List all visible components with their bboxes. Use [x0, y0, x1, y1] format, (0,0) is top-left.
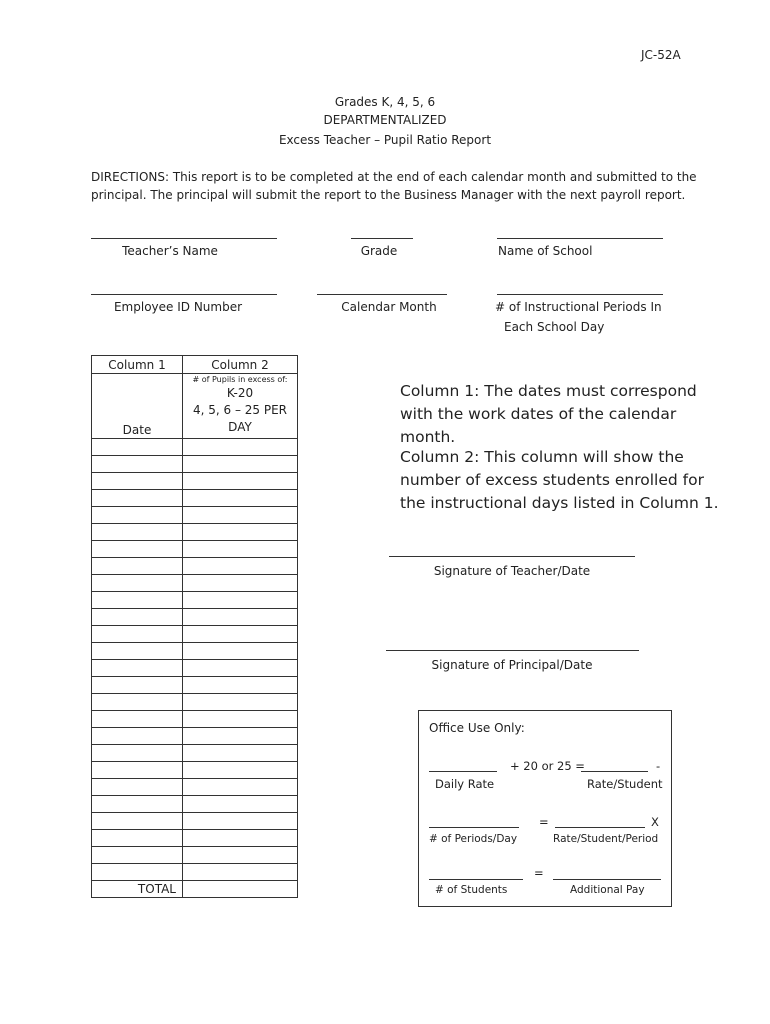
rate-student-period-field[interactable]: [555, 827, 645, 828]
directions-line-2: principal. The principal will submit the report to the Business Manager with the next payroll report.: [91, 188, 686, 202]
column-1-note: Column 1: The dates must correspond with the work dates of the calendar month.: [400, 382, 697, 446]
school-name-label: Name of School: [498, 244, 593, 258]
header-departmentalized: DEPARTMENTALIZED: [323, 113, 447, 127]
table-row: [92, 728, 298, 745]
table-row: [92, 813, 298, 830]
table-row: [92, 847, 298, 864]
col1-header: Column 1: [92, 356, 183, 374]
employee-id-field[interactable]: [91, 294, 277, 295]
table-row: [92, 711, 298, 728]
periods-day-field[interactable]: [429, 827, 519, 828]
date-pupils-table: [91, 355, 298, 898]
additional-pay-field[interactable]: [553, 879, 661, 880]
students-field[interactable]: [429, 879, 523, 880]
table-row: [92, 660, 298, 677]
page-title: Excess Teacher – Pupil Ratio Report: [278, 133, 492, 147]
table-row: [92, 864, 298, 881]
table-row: [92, 626, 298, 643]
table-row: [92, 779, 298, 796]
table-row: [92, 830, 298, 847]
table-row: [92, 490, 298, 507]
col1-subheader: [92, 374, 183, 439]
teacher-signature-label: Signature of Teacher/Date: [433, 564, 591, 578]
table-row: [92, 507, 298, 524]
equals-sign-2: =: [534, 866, 544, 880]
col2-header: Column 2: [183, 356, 298, 374]
principal-signature-label: Signature of Principal/Date: [431, 658, 593, 672]
employee-id-label: Employee ID Number: [113, 300, 243, 314]
rate-student-period-label: Rate/Student/Period: [553, 833, 659, 845]
calendar-month-field[interactable]: [317, 294, 447, 295]
office-use-title: Office Use Only:: [429, 721, 525, 735]
periods-label-1: # of Instructional Periods In: [495, 300, 662, 314]
students-label: # of Students: [435, 884, 508, 896]
periods-field[interactable]: [497, 294, 663, 295]
periods-label-2: Each School Day: [504, 320, 605, 334]
teacher-signature-field[interactable]: [389, 556, 635, 557]
table-row: [92, 575, 298, 592]
daily-rate-label: Daily Rate: [435, 777, 495, 791]
column-2-note: Column 2: This column will show the number of excess students enrolled for the instructional days listed in Column 1.: [400, 448, 719, 512]
col2-subheader: [183, 374, 298, 439]
table-row: [92, 558, 298, 575]
table-row: [92, 643, 298, 660]
plus-20-or-25: + 20 or 25 =: [510, 759, 585, 773]
directions-line-1: DIRECTIONS: This report is to be completed at the end of each calendar month and submitted to the: [91, 170, 697, 184]
table-row: [92, 762, 298, 779]
daily-rate-field[interactable]: [429, 771, 497, 772]
col2-small-note: # of Pupils in excess of:: [192, 375, 288, 384]
table-row: [92, 609, 298, 626]
date-label: Date: [122, 423, 152, 437]
teacher-name-field[interactable]: [91, 238, 277, 239]
times-sign: X: [651, 815, 659, 829]
additional-pay-label: Additional Pay: [570, 884, 645, 896]
col2-line-1: K-20: [226, 386, 254, 400]
rate-student-label: Rate/Student: [587, 777, 663, 791]
total-row: [92, 881, 298, 898]
periods-day-label: # of Periods/Day: [429, 833, 518, 845]
minus-sign: -: [656, 759, 661, 773]
col2-line-2: 4, 5, 6 – 25 PER: [192, 403, 288, 417]
table-row: [92, 456, 298, 473]
table-row: [92, 592, 298, 609]
school-name-field[interactable]: [497, 238, 663, 239]
principal-signature-field[interactable]: [386, 650, 639, 651]
table-row: [92, 796, 298, 813]
table-row: [92, 524, 298, 541]
table-row: [92, 677, 298, 694]
office-use-box: [418, 710, 672, 907]
table-row: [92, 694, 298, 711]
teacher-name-label: Teacher’s Name: [122, 244, 218, 258]
table-row: [92, 541, 298, 558]
table-row: [92, 439, 298, 456]
rate-student-field[interactable]: [581, 771, 648, 772]
grade-field[interactable]: [351, 238, 413, 239]
col2-line-3: DAY: [228, 420, 252, 434]
form-code: JC-52A: [641, 48, 681, 62]
total-label: TOTAL: [92, 881, 183, 898]
header-grades: Grades K, 4, 5, 6: [334, 95, 436, 109]
table-row: [92, 745, 298, 762]
grade-label: Grade: [360, 244, 398, 258]
total-value-cell[interactable]: [183, 881, 298, 898]
equals-sign-1: =: [539, 815, 549, 829]
table-row: [92, 473, 298, 490]
calendar-month-label: Calendar Month: [341, 300, 437, 314]
